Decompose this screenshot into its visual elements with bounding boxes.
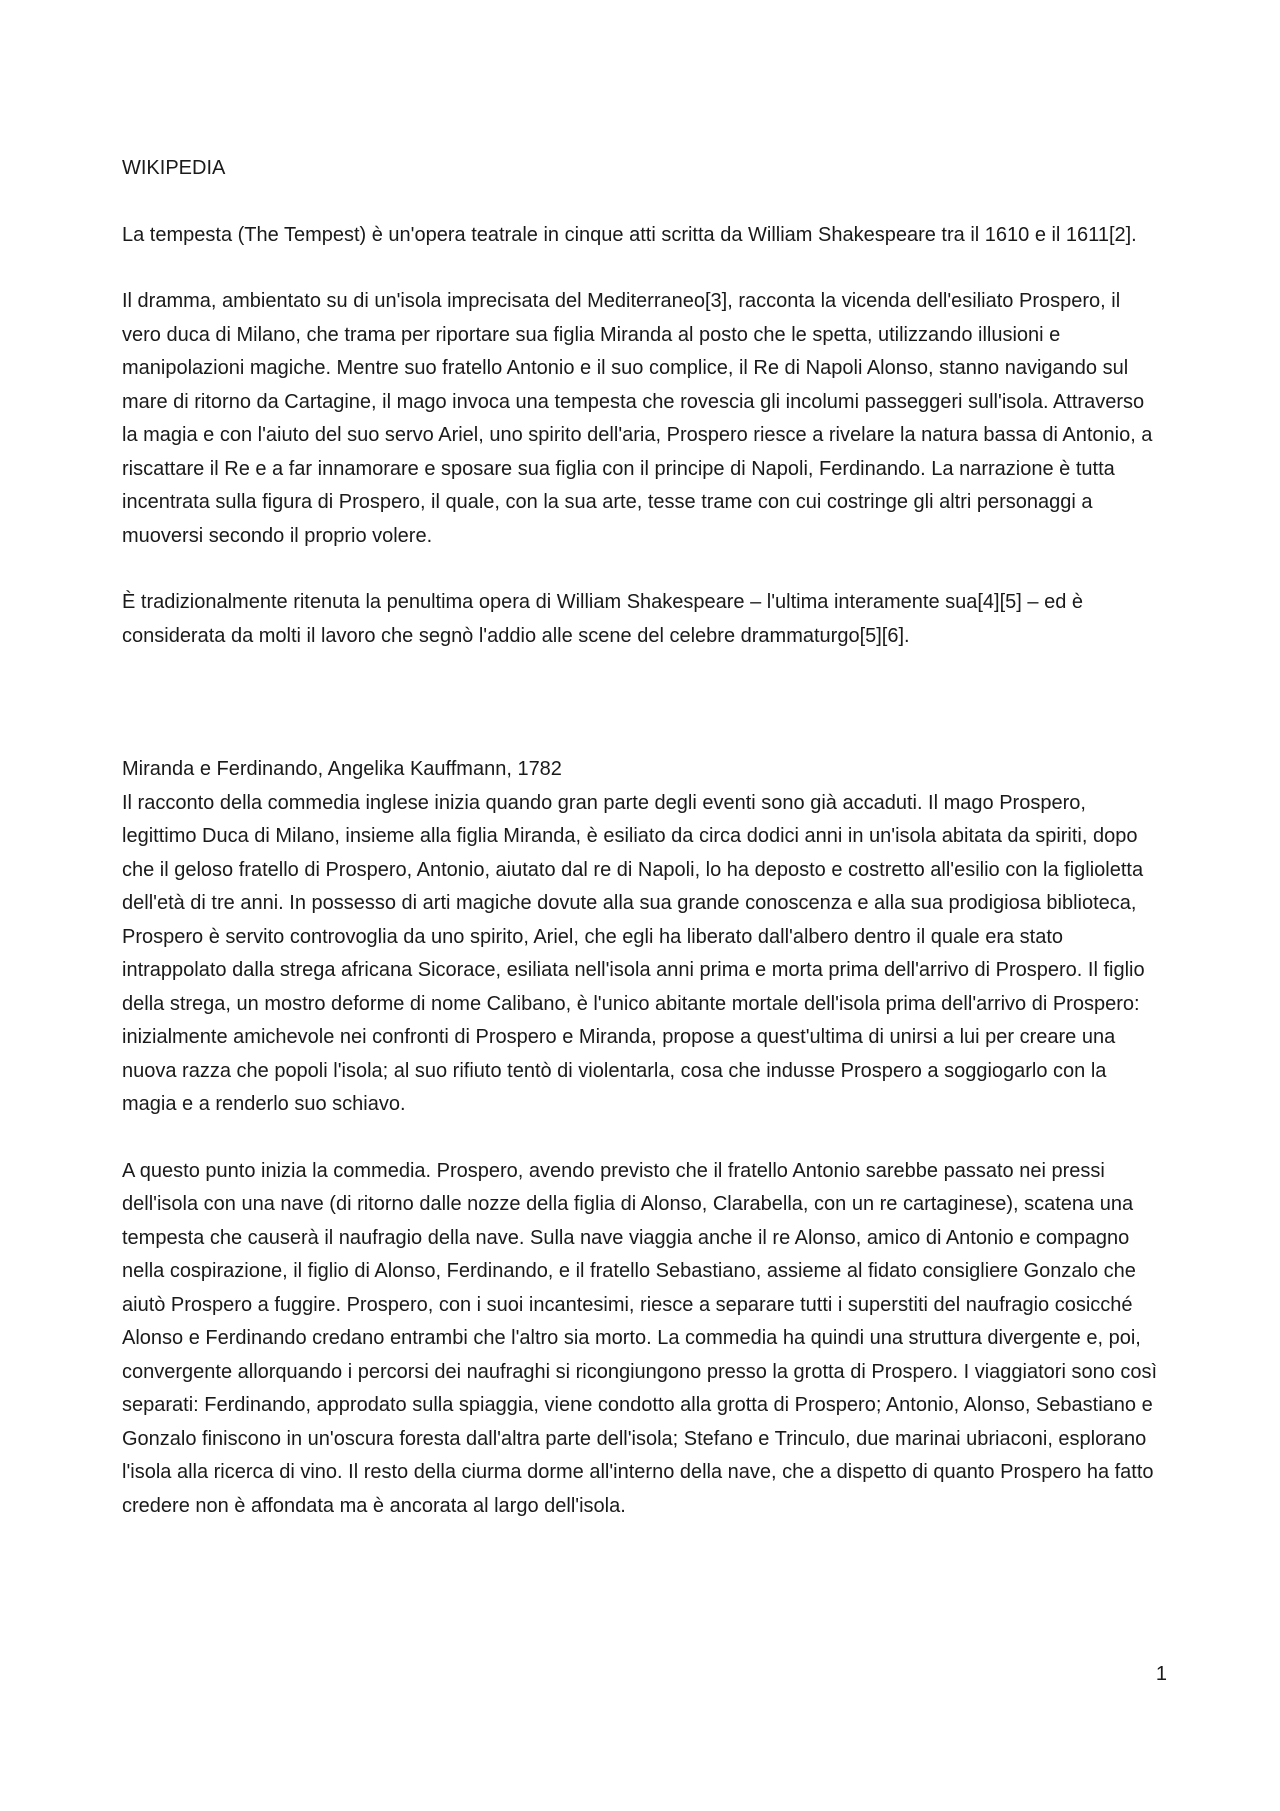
document-header: WIKIPEDIA: [122, 157, 226, 179]
document-body: [122, 152, 1162, 1523]
image-caption: Miranda e Ferdinando, Angelika Kauffmann, 1782: [122, 758, 562, 780]
paragraph-intro: La tempesta (The Tempest) è un'opera teatrale in cinque atti scritta da William Shakespeare tra il 1610 e il 1611[2].: [122, 223, 1137, 246]
page-number: 1: [1155, 1663, 1167, 1685]
paragraph-story-begins: A questo punto inizia la commedia. Prospero, avendo previsto che il fratello Antonio sarebbe passato nei pressi dell'isola con una nave (di ritorno dalle nozze della figlia di Alonso, Clarabella, con un re cartaginese), scatena una tempesta che causerà il naufragio della nave. Sulla nave viaggia anche il re Alonso, amico di Antonio e compagno nella cospirazione, il figlio di Alonso, Ferdinando, e il fratello Sebastiano, assieme al fidato consigliere Gonzalo che aiutò Prospero a fuggire. Prospero, con i suoi incantesimi, riesce a separare tutti i superstiti del naufragio cosicché Alonso e Ferdinando credano entrambi che l'altro sia morto. La commedia ha quindi una struttura divergente e, poi, convergente allorquando i percorsi dei naufraghi si ricongiungono presso la grotta di Prospero. I viaggiatori sono così separati: Ferdinando, approdato sulla spiaggia, viene condotto alla grotta di Prospero; Antonio, Alonso, Sebastiano e Gonzalo finiscono in un'oscura foresta dall'altra parte dell'isola; Stefano e Trinculo, due marinai ubriaconi, esplorano l'isola alla ricerca di vino. Il resto della ciurma dorme all'interno della nave, che a dispetto di quanto Prospero ha fatto credere non è affondata ma è ancorata al largo dell'isola.: [122, 1159, 1158, 1517]
paragraph-last-work: È tradizionalmente ritenuta la penultima opera di William Shakespeare – l'ultima interamente sua[4][5] – ed è considerata da molti il lavoro che segnò l'addio alle scene del celebre drammaturgo[5][6].: [122, 591, 1084, 647]
paragraph-background: Il racconto della commedia inglese inizia quando gran parte degli eventi sono già accaduti. Il mago Prospero, legittimo Duca di Milano, insieme alla figlia Miranda, è esiliato da circa dodici anni in un'isola abitata da spiriti, dopo che il geloso fratello di Prospero, Antonio, aiutato dal re di Napoli, lo ha deposto e costretto all'esilio con la figlioletta dell'età di tre anni. In possesso di arti magiche dovute alla sua grande conoscenza e alla sua prodigiosa biblioteca, Prospero è servito controvoglia da uno spirito, Ariel, che egli ha liberato dall'albero dentro il quale era stato intrappolato dalla strega africana Sicorace, esiliata nell'isola anni prima e morta prima dell'arrivo di Prospero. Il figlio della strega, un mostro deforme di nome Calibano, è l'unico abitante mortale dell'isola prima dell'arrivo di Prospero: inizialmente amichevole nei confronti di Prospero e Miranda, propose a quest'ultima di unirsi a lui per creare una nuova razza che popoli l'isola; al suo rifiuto tentò di violentarla, cosa che indusse Prospero a soggiogarlo con la magia e a renderlo suo schiavo.: [122, 791, 1145, 1115]
paragraph-plot-summary: Il dramma, ambientato su di un'isola imprecisata del Mediterraneo[3], racconta la vicenda dell'esiliato Prospero, il vero duca di Milano, che trama per riportare sua figlia Miranda al posto che le spetta, utilizzando illusioni e manipolazioni magiche. Mentre suo fratello Antonio e il suo complice, il Re di Napoli Alonso, stanno navigando sul mare di ritorno da Cartagine, il mago invoca una tempesta che rovescia gli incolumi passeggeri sull'isola. Attraverso la magia e con l'aiuto del suo servo Ariel, uno spirito dell'aria, Prospero riesce a rivelare la natura bassa di Antonio, a riscattare il Re e a far innamorare e sposare sua figlia con il principe di Napoli, Ferdinando. La narrazione è tutta incentrata sulla figura di Prospero, il quale, con la sua arte, tesse trame con cui costringe gli altri personaggi a muoversi secondo il proprio volere.: [122, 290, 1153, 547]
